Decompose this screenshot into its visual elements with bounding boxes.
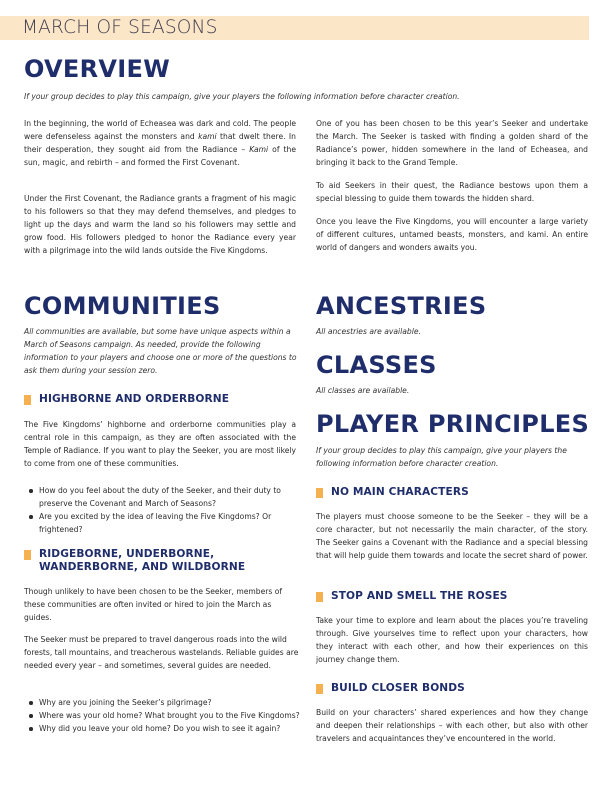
list-item: Are you excited by the idea of leaving the Five Kingdoms? Or frightened?: [24, 510, 300, 536]
section-title-line: RIDGEBORNE, UNDERBORNE,: [39, 548, 215, 560]
overview-paragraph-3: One of you has been chosen to be this year’s Seeker and undertake the March. The Seeker is tasked with finding a golden shard of the Radiance’s power, hidden somewhere in the land of Echeasea, and bringing it back to the Grand Temple.: [316, 119, 588, 167]
principles-intro: If your group decides to play this campaign, give your players the following information before character creation.: [316, 446, 567, 468]
section-title: BUILD CLOSER BONDS: [331, 682, 465, 694]
page-banner: [0, 16, 589, 40]
banner-title: MARCH OF SEASONS: [22, 17, 218, 38]
section-title: HIGHBORNE AND ORDERBORNE: [39, 393, 230, 405]
list-item: Why did you leave your old home? Do you wish to see it again?: [24, 722, 300, 735]
principle-text-no-main-characters: The players must choose someone to be the Seeker – they will be a core character, but not necessarily the main character, of the story. The Seeker gains a Covenant with the Radiance and a special blessing that will help guide them towards and locate the secret shard of power.: [316, 512, 588, 560]
section-title: NO MAIN CHARACTERS: [331, 486, 469, 498]
overview-paragraph-4: To aid Seekers in their quest, the Radiance bestows upon them a special blessing to guide them towards the hidden shard.: [316, 181, 588, 203]
section-title: [39, 548, 245, 574]
principle-heading-stop-and-smell: [316, 590, 508, 603]
accent-square-icon: [24, 395, 31, 405]
highborne-heading: [24, 393, 229, 406]
highborne-paragraph: The Five Kingdoms’ highborne and orderborne communities play a central role in this campaign, as they are often associated with the Temple of Radiance. If you want to play the Seeker, you are most likely to come from one of these communities.: [24, 420, 296, 468]
overview-heading: OVERVIEW: [24, 55, 170, 83]
emphasis-kami: Kami: [249, 145, 269, 154]
ancestries-intro: All ancestries are available.: [316, 327, 421, 336]
text-run: of the sun, magic, and rebirth – and formed the First Covenant.: [24, 145, 296, 167]
communities-intro: All communities are available, but some have unique aspects within a March of Seasons campaign. As needed, provide the following information to your players and choose one or more of the questions to ask them during your session zero.: [24, 327, 297, 375]
text-run: that dwelt there. In their desperation, they sought aid from the Radiance –: [24, 132, 296, 154]
section-title-line: WANDERBORNE, AND WILDBORNE: [39, 561, 246, 573]
accent-square-icon: [24, 550, 31, 560]
classes-heading: CLASSES: [316, 351, 437, 379]
principles-heading: PLAYER PRINCIPLES: [316, 410, 590, 438]
principle-text-build-closer-bonds: Build on your characters’ shared experiences and how they change and deepen their relationships – with each other, but also with other travelers and acquaintances they’ve encountered in the world.: [316, 708, 588, 743]
ridgeborne-paragraph-1: Though unlikely to have been chosen to be the Seeker, members of these communities are often invited or hired to join the March as guides.: [24, 587, 283, 622]
section-title: STOP AND SMELL THE ROSES: [331, 590, 508, 602]
overview-paragraph-5: Once you leave the Five Kingdoms, you will encounter a large variety of different cultures, untamed beasts, monsters, and kami. An entire world of dangers and wonders awaits you.: [316, 217, 588, 252]
principle-heading-build-closer-bonds: [316, 682, 465, 695]
highborne-questions: [24, 484, 300, 536]
ridgeborne-paragraph-2: The Seeker must be prepared to travel dangerous roads into the wild forests, tall mountains, and treacherous wastelands. Reliable guides are needed every year – and sometimes, several guides are needed.: [24, 635, 299, 670]
overview-paragraph-2: Under the First Covenant, the Radiance grants a fragment of his magic to his followers so that they may defend themselves, and pledges to light up the days and warm the land so his followers may settle and grow food. His followers pledged to honor the Radiance every year with a pilgrimage into the wild lands outside the Five Kingdoms.: [24, 194, 296, 255]
overview-paragraph-1: [24, 117, 296, 169]
overview-intro: If your group decides to play this campaign, give your players the following information before character creation.: [24, 92, 460, 101]
accent-square-icon: [316, 488, 323, 498]
emphasis-kami: kami: [198, 132, 217, 141]
text-run: In the beginning, the world of Echeasea was dark and cold. The people were defenseless against the monsters and: [24, 119, 296, 141]
ancestries-heading: ANCESTRIES: [316, 292, 487, 320]
principle-text-stop-and-smell: Take your time to explore and learn about the places you’re traveling through. Give yourselves time to reflect upon your characters, how they interact with each other, and how their experiences on this journey change them.: [316, 616, 588, 664]
list-item: Where was your old home? What brought you to the Five Kingdoms?: [24, 709, 300, 722]
list-item: Why are you joining the Seeker’s pilgrimage?: [24, 696, 300, 709]
accent-square-icon: [316, 592, 323, 602]
accent-square-icon: [316, 684, 323, 694]
ridgeborne-questions: [24, 696, 300, 735]
principle-heading-no-main-characters: [316, 486, 469, 499]
list-item: How do you feel about the duty of the Seeker, and their duty to preserve the Covenant and March of Seasons?: [24, 484, 300, 510]
classes-intro: All classes are available.: [316, 386, 410, 395]
ridgeborne-heading: [24, 548, 245, 574]
communities-heading: COMMUNITIES: [24, 292, 221, 320]
